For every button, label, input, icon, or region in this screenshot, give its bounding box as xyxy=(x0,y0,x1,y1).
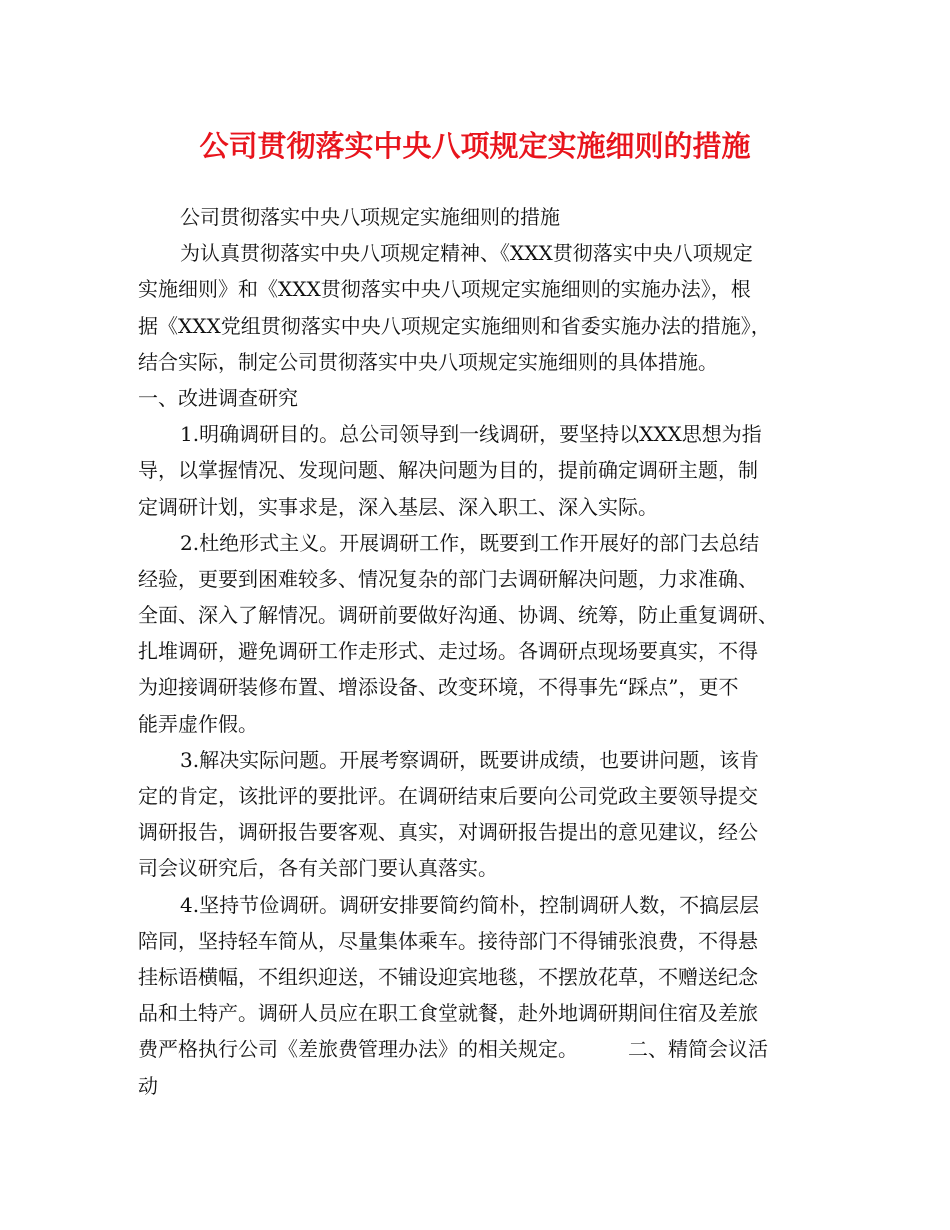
section-heading: 一、改进调查研究 xyxy=(138,385,298,410)
paragraph-line: 4.坚持节俭调研。调研安排要简约简朴，控制调研人数，不搞层层 xyxy=(180,892,760,917)
paragraph-line: 为迎接调研装修布置、增添设备、改变环境，不得事先“踩点”，更不 xyxy=(138,675,739,700)
paragraph-line: 导，以掌握情况、发现问题、解决问题为目的，提前确定调研主题，制 xyxy=(138,458,758,483)
paragraph-line: 经验，更要到困难较多、情况复杂的部门去调研解决问题，力求准确、 xyxy=(138,566,758,591)
paragraph-line: 3.解决实际问题。开展考察调研，既要讲成绩，也要讲问题，该肯 xyxy=(180,747,760,772)
paragraph-line: 据《XXX党组贯彻落实中央八项规定实施细则和省委实施办法的措施》， xyxy=(138,313,771,338)
paragraph-line: 费严格执行公司《差旅费管理办法》的相关规定。 二、精简会议活 xyxy=(138,1037,768,1062)
paragraph-line: 司会议研究后，各有关部门要认真落实。 xyxy=(138,856,498,881)
paragraph-line: 1.明确调研目的。总公司领导到一线调研，要坚持以XXX思想为指 xyxy=(180,422,762,447)
paragraph-line: 2.杜绝形式主义。开展调研工作，既要到工作开展好的部门去总结 xyxy=(180,530,760,555)
paragraph-line: 定调研计划，实事求是，深入基层、深入职工、深入实际。 xyxy=(138,494,658,519)
paragraph-line: 品和土特产。调研人员应在职工食堂就餐，赴外地调研期间住宿及差旅 xyxy=(138,1001,758,1026)
paragraph-line: 调研报告，调研报告要客观、真实，对调研报告提出的意见建议，经公 xyxy=(138,820,758,845)
document-body xyxy=(138,199,816,1104)
paragraph-line: 为认真贯彻落实中央八项规定精神、《XXX贯彻落实中央八项规定 xyxy=(180,241,753,266)
paragraph-line: 陪同，坚持轻车简从，尽量集体乘车。接待部门不得铺张浪费，不得悬 xyxy=(138,928,758,953)
paragraph-line: 挂标语横幅，不组织迎送，不铺设迎宾地毯，不摆放花草，不赠送纪念 xyxy=(138,964,758,989)
paragraph-line: 公司贯彻落实中央八项规定实施细则的措施 xyxy=(180,205,560,229)
document-title: 公司贯彻落实中央八项规定实施细则的措施 xyxy=(199,129,751,163)
paragraph-line: 定的肯定，该批评的要批评。在调研结束后要向公司党政主要领导提交 xyxy=(138,784,758,808)
paragraph-line: 动 xyxy=(138,1073,158,1098)
paragraph-line: 扎堆调研，避免调研工作走形式、走过场。各调研点现场要真实，不得 xyxy=(138,639,758,664)
paragraph-line: 能弄虚作假。 xyxy=(138,711,258,736)
paragraph-line: 实施细则》和《XXX贯彻落实中央八项规定实施细则的实施办法》，根 xyxy=(138,277,751,302)
paragraph-line: 结合实际，制定公司贯彻落实中央八项规定实施细则的具体措施。 xyxy=(138,349,718,374)
paragraph-line: 全面、深入了解情况。调研前要做好沟通、协调、统筹，防止重复调研、 xyxy=(138,603,778,628)
